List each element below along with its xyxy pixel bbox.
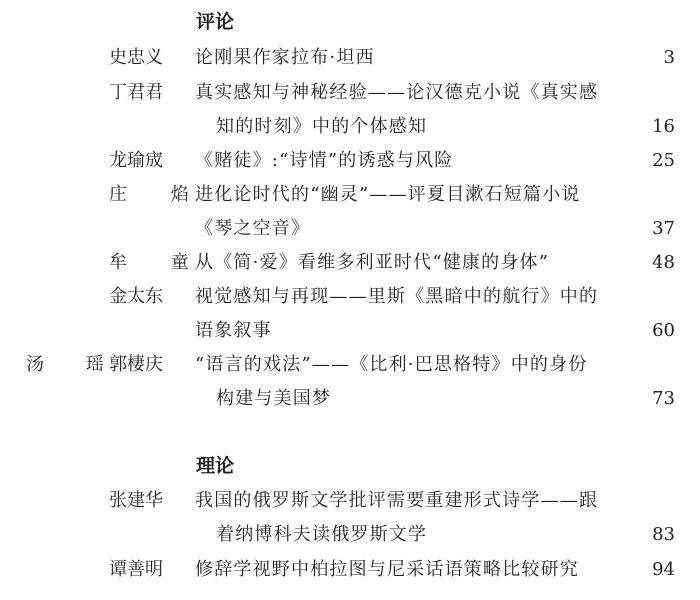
- toc-title-line[interactable]: 从《简·爱》看维多利亚时代“健康的身体”: [195, 252, 550, 273]
- toc-title-line[interactable]: 视觉感知与再现——里斯《黑暗中的航行》中的: [195, 286, 599, 307]
- toc-title-line[interactable]: 着纳博科夫读俄罗斯文学: [216, 524, 428, 545]
- toc-page-number: 60: [652, 320, 675, 341]
- toc-author: 丁君君: [109, 82, 163, 103]
- toc-coauthor: 汤 瑶: [26, 354, 122, 375]
- toc-author: 谭善明: [109, 559, 163, 580]
- toc-author: 张建华: [109, 490, 163, 511]
- toc-title-line[interactable]: 语象叙事: [195, 320, 272, 341]
- toc-author: 金太东: [109, 286, 163, 307]
- toc-title-line[interactable]: 《琴之空音》: [195, 218, 311, 239]
- toc-title-line[interactable]: 修辞学视野中柏拉图与尼采话语策略比较研究: [195, 559, 579, 580]
- section-heading-theory: 理论: [196, 455, 235, 477]
- toc-page-number: 37: [652, 218, 675, 239]
- toc-author: 龙瑜宬: [109, 150, 163, 171]
- section-heading-review: 评论: [196, 11, 235, 33]
- toc-title-line[interactable]: 知的时刻》中的个体感知: [216, 116, 428, 137]
- toc-author: 史忠义: [109, 47, 163, 68]
- toc-page-number: 48: [652, 252, 675, 273]
- toc-author: 庄 焰: [109, 184, 208, 205]
- toc-page-number: 73: [652, 388, 675, 409]
- toc-title-line[interactable]: 《赌徒》:“诗情”的诱惑与风险: [195, 150, 454, 171]
- toc-title-line[interactable]: 真实感知与神秘经验——论汉德克小说《真实感: [195, 82, 599, 103]
- toc-page-number: 16: [652, 116, 675, 137]
- toc-title-line[interactable]: “语言的戏法”——《比利·巴思格特》中的身份: [195, 354, 588, 375]
- toc-page-number: 83: [652, 524, 675, 545]
- toc-title-line[interactable]: 进化论时代的“幽灵”——评夏目漱石短篇小说: [195, 184, 581, 205]
- toc-page-number: 25: [652, 150, 675, 171]
- toc-title-line[interactable]: 构建与美国梦: [216, 388, 332, 409]
- toc-title-line[interactable]: 我国的俄罗斯文学批评需要重建形式诗学——跟: [195, 490, 599, 511]
- toc-title-line[interactable]: 论刚果作家拉布·坦西: [195, 47, 375, 68]
- toc-page-number: 94: [652, 559, 675, 580]
- toc-author: 牟 童: [109, 252, 208, 273]
- toc-page-number: 3: [663, 47, 675, 68]
- toc-author: 郭棲庆: [109, 354, 163, 375]
